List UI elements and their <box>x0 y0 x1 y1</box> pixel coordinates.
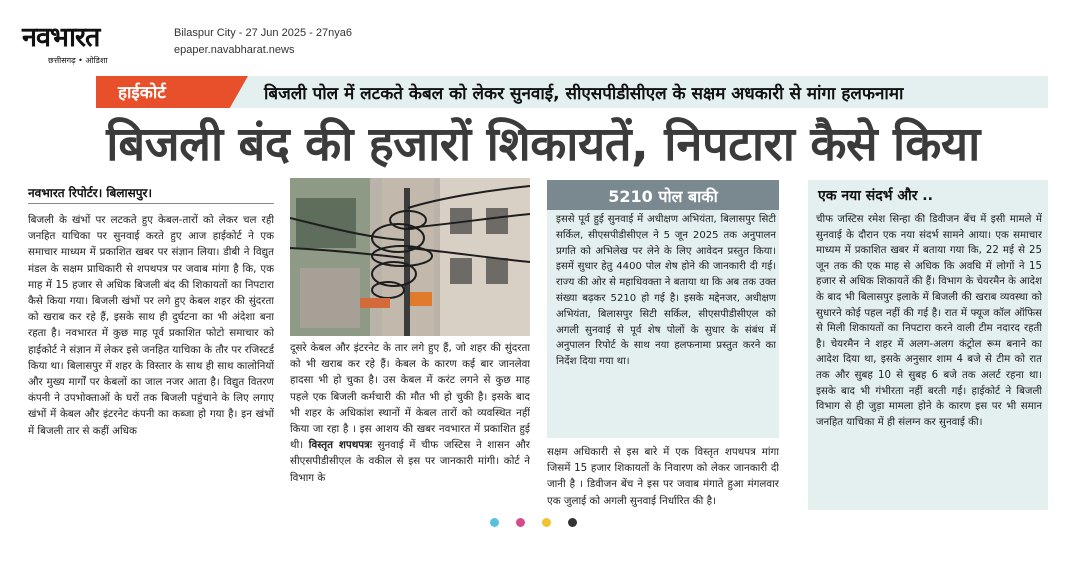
sidebar-text: चीफ जस्टिस रमेश सिन्हा की डिवीजन बेंच में इसी मामले में सुनवाई के दौरान एक नया संदर्भ सामने आया। एक समाचार माध्यम में प्रकाशित खबर में बताया गया कि, 22 मई से 25 जून तक की एक माह से अधिक कि अवधि में लोगों ने 15 हजार से अधिक शिकायतें की हैं। विभाग के चेयरमैन के आदेश के बाद भी बिलासपुर इलाके में बिजली की खराब व्यवस्था को सुधारने कोई पहल नहीं की गई है। रात में फ्यूज कॉल ऑफिस से मिली शिकायतों का निपटारा करने वाली टीम नदारद रहती है। चेयरमैन ने शहर में अलग-अलग कंट्रोल रूम बनाने का आदेश दिया था, इसके अनुसार शाम 4 बजे से टीम को रात तक और सुबह 10 से सुबह 6 बजे तक अलर्ट रहना था। इसके बाद भी गंभीरता नहीं बरती गई। हाईकोर्ट ने बिजली विभाग से ही जुड़ा मामला होने के कारण इस पर भी समान जनहित याचिका में ही संलग्न कर सुनवाई की। <box>816 214 1042 428</box>
byline: नवभारत रिपोर्टर। बिलासपुर। <box>28 186 153 200</box>
kicker-text: बिजली पोल में लटकते केबल को लेकर सुनवाई, सीएसपीडीसीएल के सक्षम अधकारी से मांगा हलफनामा <box>264 84 904 104</box>
cable-pole-illustration <box>290 178 530 336</box>
page-dot[interactable] <box>542 518 551 527</box>
section-header-5210 <box>547 180 779 210</box>
logo-text: नवभारत <box>22 22 100 53</box>
headline: बिजली बंद की हजारों शिकायतें, निपटारा कैसे किया <box>106 117 980 172</box>
page-dot[interactable] <box>516 518 525 527</box>
highlight-box-text: इससे पूर्व हुई सुनवाई में अधीक्षण अभियंता, बिलासपुर सिटी सर्किल, सीएसपीडीसीएल ने 5 जून 2025 तक अनुपालन प्रगति को अभिलेख पर लेने के लिए आवेदन प्रस्तुत किया। इसमें सुधार हेतु 4400 पोल शेष होने की जानकारी दी गई। राज्य की ओर से महाधिवक्ता ने बताया था कि अब तक उक्त संख्या बढ़कर 5210 हो गई है। इसके मद्देनजर, अधीक्षण अभियंता, बिलासपुर सिटी सर्किल, सीएसपीडीसीएल को अगली सुनवाई से पूर्व शेष पोलों के सुधार के संबंध में अनुपालन रिपोर्ट के साथ नया हलफनामा प्रस्तुत करने का निर्देश दिया गया था। <box>556 214 776 368</box>
page-dot[interactable] <box>568 518 577 527</box>
epaper-link[interactable]: epaper.navabharat.news <box>174 44 295 56</box>
page-dot[interactable] <box>490 518 499 527</box>
category-tag-label: हाईकोर्ट <box>118 83 166 103</box>
sidebar-heading: एक नया संदर्भ और .. <box>818 188 933 204</box>
inline-subhead: विस्तृत शपथपत्रः <box>308 439 372 452</box>
edition-info: Bilaspur City - 27 Jun 2025 - 27nya6 <box>174 27 352 39</box>
article-column-1: बिजली के खंभों पर लटकते हुए केबल-तारों को लेकर चल रही जनहित याचिका पर सुनवाई करते हुए आज हाईकोर्ट ने एक समाचार माध्यम में प्रकाशित खबर पर संज्ञान लिया। डीबी ने विद्युत मंडल के सक्षम प्राधिकारी से शपथपत्र पर जवाब मांगा है कि, एक माह में 15 हजार से अधिक बिजली बंद की शिकायतों का निपटारा कैसे किया गया। बिजली खंभों पर लगे हुए केबल शहर की सुंदरता को खराब कर रहे हैं, इसके साथ ही दुर्घटना का भी अंदेशा बना रहता है। नवभारत में कुछ माह पूर्व प्रकाशित फोटो समाचार को हाईकोर्ट ने संज्ञान में लेकर इसे जनहित याचिका के तौर पर रजिस्टर्ड किया था। बिलासपुर में शहर के विस्तार के साथ ही साथ कालोनियों और मुख्य मार्गों पर केबलों का जाल नजर आता है। विद्युत वितरण कंपनी ने उपभोक्ताओं के घरों तक बिजली पहुंचाने के लिए लगाए खंभों में केबल और इंटरनेट कंपनी का कब्जा हो गया है। इन खंभों में बिजली तार से कहीं अधिक <box>28 214 274 437</box>
kicker-bar <box>96 76 1048 108</box>
article-column-3-continued: सक्षम अधिकारी से इस बारे में एक विस्तृत शपथपत्र मांगा जिसमें 15 हजार शिकायतों के निवारण को लेकर जानकारी दी जानी है । डिवीजन बेंच ने इस पर जवाब मंगाते हुआ मंगलवार एक जुलाई को अगली सुनवाई निर्धारित की है। <box>547 446 779 507</box>
article-column-2 <box>290 340 530 512</box>
column-2-tail: सुनवाई में चीफ जस्टिस ने शासन और सीएसपीडीसीएल के वकील से इस पर जानकारी मांगी। कोर्ट ने विभाग के <box>290 439 530 484</box>
masthead-logo[interactable] <box>22 22 164 66</box>
section-header-label: 5210 पोल बाकी <box>608 187 718 206</box>
column-2-body: दूसरे केबल और इंटरनेट के तार लगे हुए हैं, जो शहर की सुंदरता को भी खराब कर रहे हैं। केबल के कारण कई बार जानलेवा हादसा भी हो चुका है। उस केबल में करंट लगने से कुछ माह पहले एक बिजली कर्मचारी की मौत भी हो चुकी है। इसके बाद भी शहर के अधिकांश स्थानों में केबल तारों को व्यवस्थित नहीं किया जा रहा है । इस आशय की खबर नवभारत में प्रकाशित हुई थी। <box>290 342 530 452</box>
article-photo <box>290 178 530 336</box>
logo-subtitle: छत्तीसगढ़ • ओडिशा <box>48 56 108 65</box>
byline-divider <box>28 203 274 204</box>
